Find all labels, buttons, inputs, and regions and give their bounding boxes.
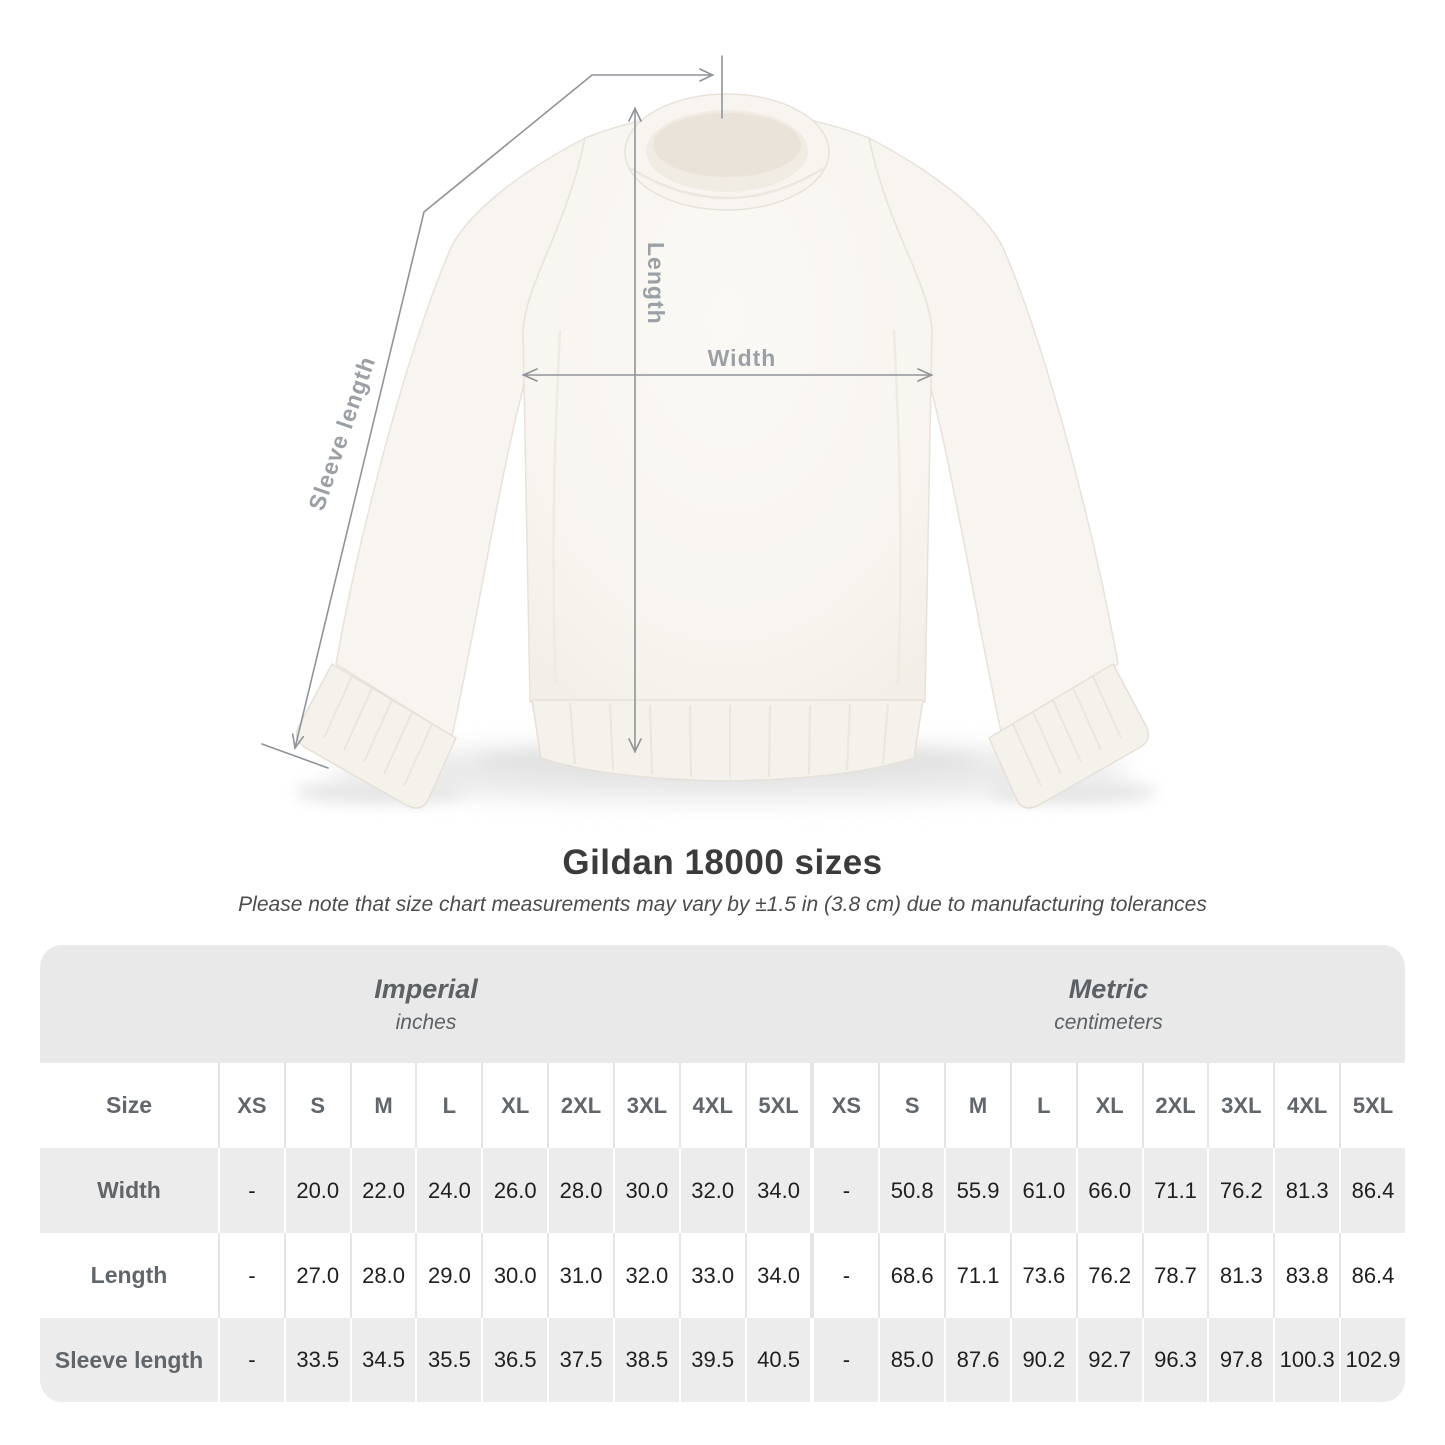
value-cell: 34.0 bbox=[745, 1233, 811, 1318]
imperial-title: Imperial bbox=[374, 973, 478, 1004]
value-cell: 33.5 bbox=[284, 1318, 350, 1402]
value-cell: - bbox=[218, 1318, 284, 1402]
value-cell: 100.3 bbox=[1273, 1318, 1339, 1402]
units-header-bar bbox=[40, 945, 1405, 1063]
page-title: Gildan 18000 sizes bbox=[562, 843, 883, 882]
value-cell: 30.0 bbox=[613, 1148, 679, 1233]
value-cell: 39.5 bbox=[679, 1318, 745, 1402]
imperial-header bbox=[40, 945, 812, 1063]
value-cell: 31.0 bbox=[547, 1233, 613, 1318]
size-col-header: 3XL bbox=[613, 1063, 679, 1148]
value-cell: 71.1 bbox=[944, 1233, 1010, 1318]
value-cell: 27.0 bbox=[284, 1233, 350, 1318]
value-cell: 86.4 bbox=[1339, 1148, 1405, 1233]
size-col-header: 5XL bbox=[745, 1063, 811, 1148]
value-cell: 20.0 bbox=[284, 1148, 350, 1233]
value-cell: 78.7 bbox=[1142, 1233, 1208, 1318]
value-cell: 92.7 bbox=[1076, 1318, 1142, 1402]
imperial-unit: inches bbox=[395, 1010, 457, 1034]
value-cell: - bbox=[810, 1233, 878, 1318]
value-cell: 50.8 bbox=[878, 1148, 944, 1233]
value-cell: 26.0 bbox=[481, 1148, 547, 1233]
size-col-header: L bbox=[415, 1063, 481, 1148]
size-col-header: M bbox=[350, 1063, 416, 1148]
value-cell: 76.2 bbox=[1207, 1148, 1273, 1233]
value-cell: 28.0 bbox=[350, 1233, 416, 1318]
value-cell: 83.8 bbox=[1273, 1233, 1339, 1318]
value-cell: 81.3 bbox=[1273, 1148, 1339, 1233]
table-row bbox=[40, 1148, 1405, 1233]
size-row-label: Size bbox=[105, 1092, 153, 1118]
value-cell: 87.6 bbox=[944, 1318, 1010, 1402]
size-col-header: S bbox=[878, 1063, 944, 1148]
value-cell: 66.0 bbox=[1076, 1148, 1142, 1233]
size-col-header: XS bbox=[810, 1063, 878, 1148]
width-label: Width bbox=[707, 345, 777, 371]
value-cell: 81.3 bbox=[1207, 1233, 1273, 1318]
value-cell: 22.0 bbox=[350, 1148, 416, 1233]
table-row bbox=[40, 1318, 1405, 1402]
value-cell: - bbox=[218, 1233, 284, 1318]
size-col-header: 3XL bbox=[1207, 1063, 1273, 1148]
size-col-header: S bbox=[284, 1063, 350, 1148]
value-cell: 37.5 bbox=[547, 1318, 613, 1402]
size-col-header: XL bbox=[481, 1063, 547, 1148]
length-label: Length bbox=[643, 242, 669, 325]
value-cell: 29.0 bbox=[415, 1233, 481, 1318]
value-cell: 102.9 bbox=[1339, 1318, 1405, 1402]
size-col-header: M bbox=[944, 1063, 1010, 1148]
value-cell: 55.9 bbox=[944, 1148, 1010, 1233]
value-cell: - bbox=[810, 1148, 878, 1233]
value-cell: 71.1 bbox=[1142, 1148, 1208, 1233]
metric-header bbox=[812, 945, 1405, 1063]
value-cell: 85.0 bbox=[878, 1318, 944, 1402]
row-label: Width bbox=[97, 1177, 161, 1203]
value-cell: 32.0 bbox=[613, 1233, 679, 1318]
metric-title: Metric bbox=[1068, 973, 1149, 1004]
sweatshirt-image bbox=[297, 94, 1149, 808]
size-table bbox=[40, 945, 1405, 1402]
size-col-header: L bbox=[1010, 1063, 1076, 1148]
page-subtitle: Please note that size chart measurements may vary by ±1.5 in (3.8 cm) due to manufacturing tolerances bbox=[238, 893, 1207, 916]
value-cell: - bbox=[218, 1148, 284, 1233]
value-cell: 28.0 bbox=[547, 1148, 613, 1233]
size-col-header: 2XL bbox=[1142, 1063, 1208, 1148]
row-label: Length bbox=[90, 1262, 168, 1288]
size-col-header: XL bbox=[1076, 1063, 1142, 1148]
value-cell: 61.0 bbox=[1010, 1148, 1076, 1233]
value-cell: - bbox=[810, 1318, 878, 1402]
table-body bbox=[40, 1148, 1405, 1402]
size-col-header: 4XL bbox=[1273, 1063, 1339, 1148]
size-col-header: 4XL bbox=[679, 1063, 745, 1148]
value-cell: 40.5 bbox=[745, 1318, 811, 1402]
sleeve-length-label: Sleeve length bbox=[303, 352, 381, 514]
value-cell: 34.0 bbox=[745, 1148, 811, 1233]
size-col-header: 5XL bbox=[1339, 1063, 1405, 1148]
value-cell: 38.5 bbox=[613, 1318, 679, 1402]
value-cell: 96.3 bbox=[1142, 1318, 1208, 1402]
value-cell: 34.5 bbox=[350, 1318, 416, 1402]
value-cell: 86.4 bbox=[1339, 1233, 1405, 1318]
value-cell: 30.0 bbox=[481, 1233, 547, 1318]
value-cell: 76.2 bbox=[1076, 1233, 1142, 1318]
value-cell: 73.6 bbox=[1010, 1233, 1076, 1318]
size-header-row bbox=[40, 1063, 1405, 1148]
value-cell: 68.6 bbox=[878, 1233, 944, 1318]
size-col-header: 2XL bbox=[547, 1063, 613, 1148]
value-cell: 24.0 bbox=[415, 1148, 481, 1233]
value-cell: 33.0 bbox=[679, 1233, 745, 1318]
table-row bbox=[40, 1233, 1405, 1318]
row-label: Sleeve length bbox=[54, 1346, 204, 1373]
value-cell: 90.2 bbox=[1010, 1318, 1076, 1402]
value-cell: 36.5 bbox=[481, 1318, 547, 1402]
value-cell: 97.8 bbox=[1207, 1318, 1273, 1402]
value-cell: 35.5 bbox=[415, 1318, 481, 1402]
size-col-header: XS bbox=[218, 1063, 284, 1148]
metric-unit: centimeters bbox=[1054, 1010, 1163, 1034]
value-cell: 32.0 bbox=[679, 1148, 745, 1233]
